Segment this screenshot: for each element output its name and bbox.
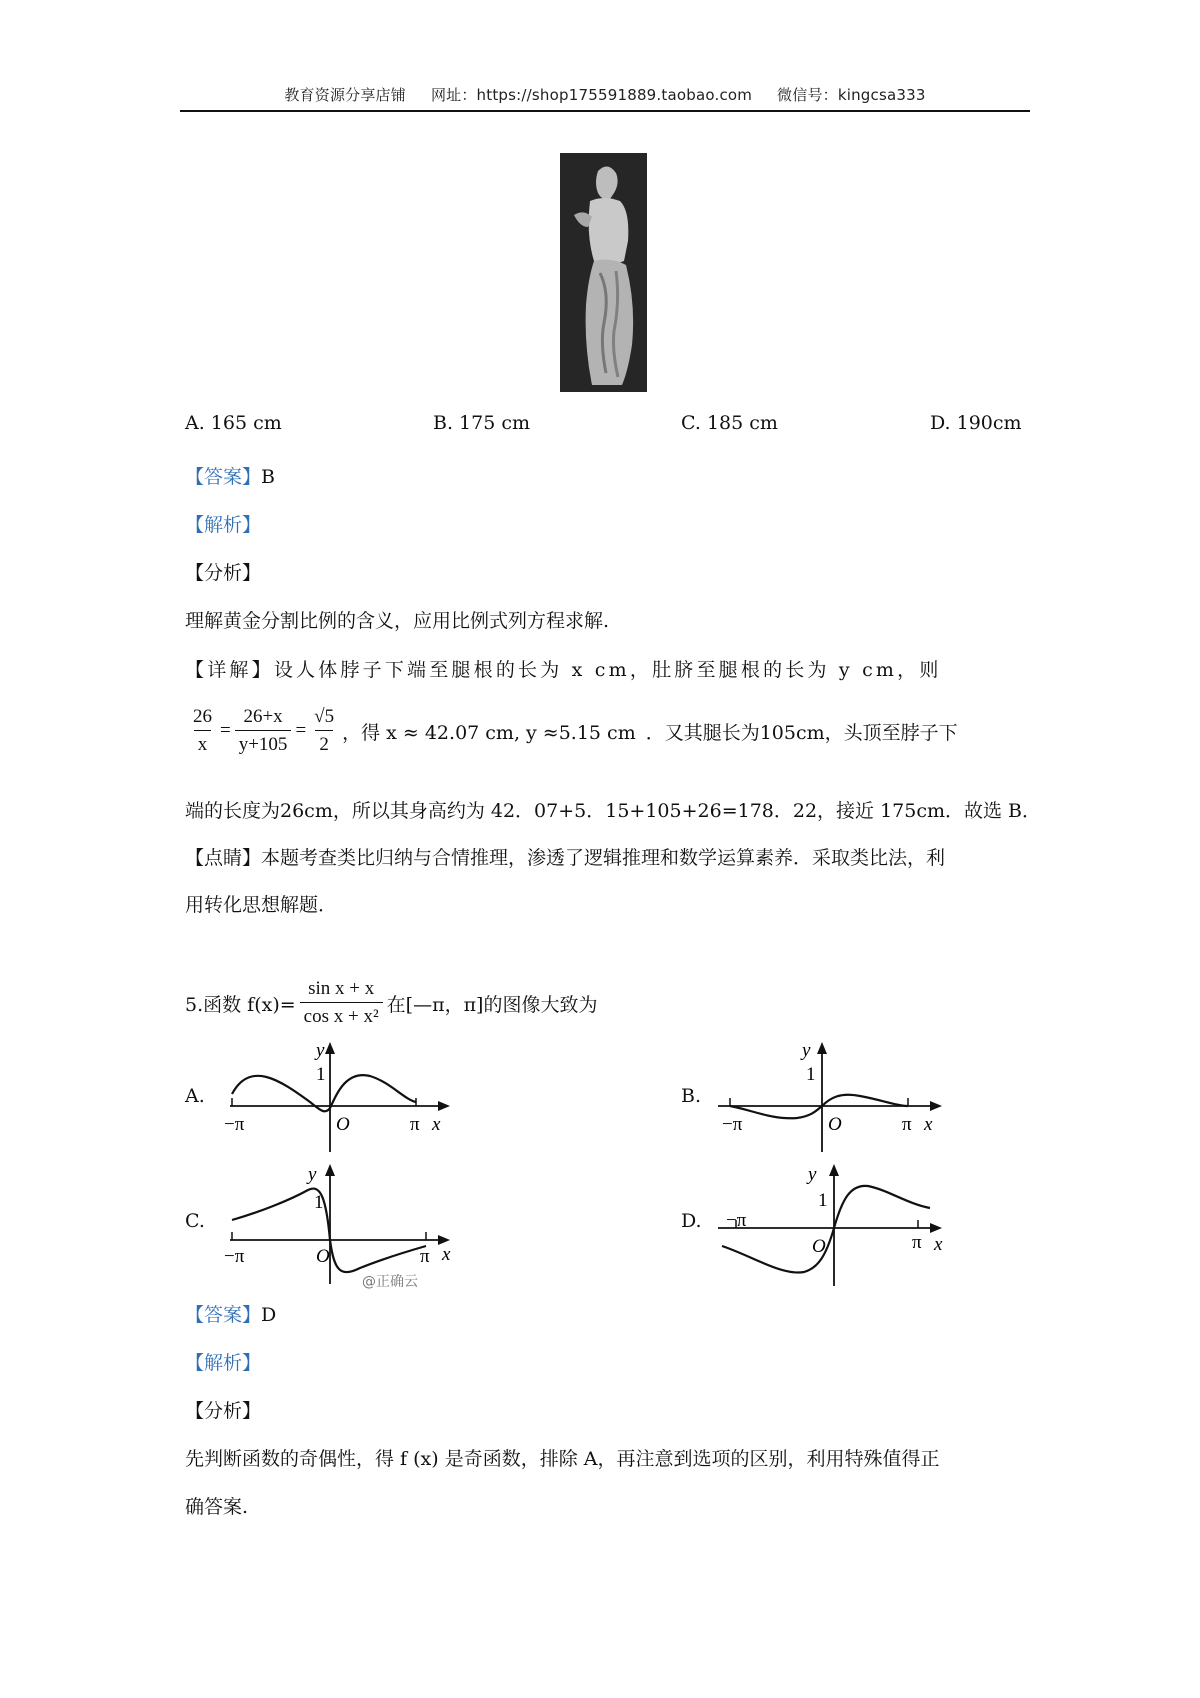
detail-text-1: 设人体脖子下端至腿根的长为 x cm，肚脐至腿根的长为 y cm，则 — [273, 659, 942, 681]
q5-fenxi-line-2: 确答案. — [185, 1496, 249, 1518]
equation-result: ，得 x ≈ 42.07 cm, y ≈5.15 cm — [342, 721, 636, 744]
header-divider — [180, 110, 1030, 112]
dianjing-text-1: 本题考查类比归纳与合情推理，渗透了逻辑推理和数学运算素养．采取类比法，利 — [261, 847, 946, 869]
detail-tag: 【详解】 — [185, 659, 274, 681]
graph-a-pi: π — [410, 1114, 420, 1135]
graph-d-x-label: x — [934, 1234, 943, 1255]
graph-d-origin: O — [812, 1236, 826, 1257]
graph-d-label: D. — [681, 1210, 702, 1232]
graph-b-pi: π — [902, 1114, 912, 1135]
fraction-2-num: 26+x — [243, 706, 283, 727]
q5-answer-value: D — [261, 1304, 277, 1326]
q5-stem — [185, 978, 597, 1028]
graph-a-x-label: x — [432, 1114, 441, 1135]
graph-b-neg-pi: −π — [722, 1114, 743, 1135]
equals-2: = — [295, 720, 307, 741]
q5-answer-tag: 【答案】 — [185, 1304, 262, 1326]
answer-value: B — [261, 466, 275, 488]
graph-b — [712, 1040, 952, 1160]
fraction-1-den: x — [194, 730, 212, 756]
graph-a-origin: O — [336, 1114, 350, 1135]
header-shop: 教育资源分享店铺 — [284, 86, 406, 104]
fenxi-text: 理解黄金分割比例的含义，应用比例式列方程求解. — [185, 610, 610, 632]
graph-c-neg-pi: −π — [224, 1246, 245, 1267]
dianjing-tag: 【点睛】 — [185, 847, 262, 869]
graph-d-one: 1 — [818, 1190, 828, 1211]
graph-a-label: A. — [185, 1085, 205, 1107]
graph-d-y-label: y — [808, 1164, 817, 1185]
graph-c-one: 1 — [314, 1192, 324, 1213]
option-d: D. 190cm — [930, 412, 1022, 434]
jiexi-tag: 【解析】 — [185, 514, 262, 536]
header-wechat: 微信号：kingcsa333 — [777, 86, 926, 104]
detail-line-1 — [185, 655, 1035, 682]
answer-tag: 【答案】 — [185, 466, 262, 488]
graph-a-neg-pi: −π — [224, 1114, 245, 1135]
fraction-1 — [189, 706, 216, 756]
graph-c-x-label: x — [442, 1244, 451, 1265]
graph-b-origin: O — [828, 1114, 842, 1135]
q5-frac-num: sin x + x — [308, 978, 375, 999]
fenxi-tag: 【分析】 — [185, 562, 262, 584]
graph-a-one: 1 — [316, 1064, 326, 1085]
venus-statue-image — [560, 153, 647, 392]
header-site — [431, 86, 752, 104]
graph-c-y-label: y — [308, 1164, 317, 1185]
q5-stem-suffix: 在[—π，π]的图像大致为 — [386, 993, 598, 1016]
fraction-3-num: √5 — [314, 706, 335, 727]
graph-b-label: B. — [681, 1085, 702, 1107]
graph-c-origin: O — [316, 1246, 330, 1267]
graph-c-watermark: @正确云 — [362, 1274, 418, 1290]
q5-answer-line — [185, 1300, 276, 1327]
graph-a-y-label: y — [316, 1040, 325, 1061]
equation-tail: ．又其腿长为105cm，头顶至脖子下 — [645, 721, 958, 744]
equation-line — [185, 706, 958, 756]
q4-answer-line — [185, 462, 275, 489]
dianjing-line-1 — [185, 843, 945, 870]
dianjing-line-2: 用转化思想解题． — [185, 894, 338, 916]
header-site-label: 网址： — [430, 86, 477, 104]
graph-d — [712, 1160, 952, 1290]
graph-b-one: 1 — [806, 1064, 816, 1085]
option-b: B. 175 cm — [433, 412, 531, 434]
q5-fenxi-line-1: 先判断函数的奇偶性，得 f (x) 是奇函数，排除 A，再注意到选项的区别，利用特殊值得正 — [185, 1448, 940, 1470]
fraction-1-num: 26 — [193, 706, 212, 727]
graph-b-x-label: x — [924, 1114, 933, 1135]
graph-b-y-label: y — [802, 1040, 811, 1061]
option-a: A. 165 cm — [185, 412, 282, 434]
graph-a — [220, 1040, 460, 1160]
option-c: C. 185 cm — [681, 412, 778, 434]
fraction-2 — [235, 706, 292, 756]
fraction-2-den: y+105 — [235, 730, 292, 756]
fraction-3-den: 2 — [315, 730, 333, 756]
detail-line-3: 端的长度为26cm，所以其身高约为 42．07+5．15+105+26=178．22，接近 175cm．故选 B． — [185, 800, 1042, 822]
graph-d-neg-pi: −π — [726, 1210, 747, 1231]
graph-c-pi: π — [420, 1246, 430, 1267]
graph-c-label: C. — [185, 1210, 205, 1232]
fraction-3 — [310, 706, 338, 756]
page-header — [180, 84, 1030, 105]
q5-stem-prefix: 5.函数 f(x)= — [185, 993, 296, 1016]
q5-fraction — [300, 978, 383, 1028]
graph-d-pi: π — [912, 1232, 922, 1253]
graph-c — [220, 1160, 460, 1290]
q5-fenxi-tag: 【分析】 — [185, 1400, 262, 1422]
header-site-url: https://shop175591889.taobao.com — [476, 86, 753, 104]
q5-jiexi-tag: 【解析】 — [185, 1352, 262, 1374]
equals-1: = — [220, 720, 231, 741]
q5-frac-den: cos x + x² — [300, 1002, 383, 1028]
